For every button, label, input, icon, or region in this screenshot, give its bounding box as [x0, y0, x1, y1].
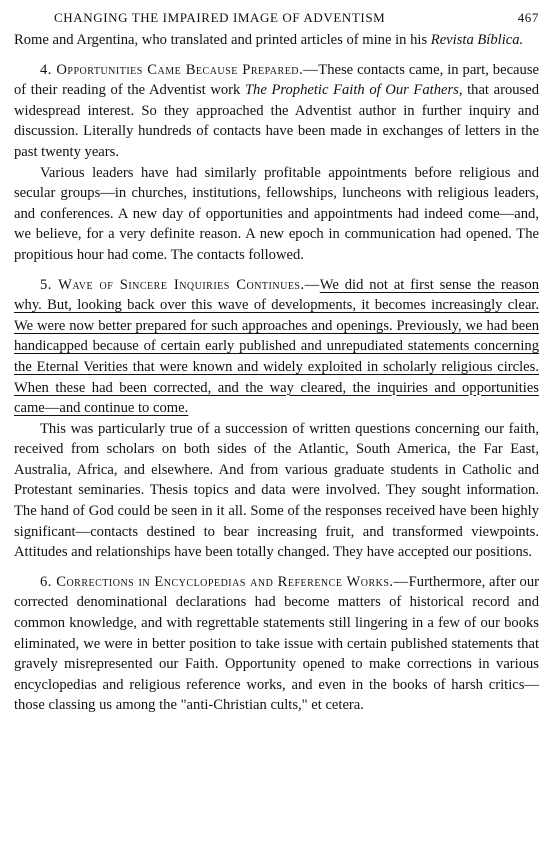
paragraph-text: These contacts came, in part, because of their reading of the Adventist work: [14, 61, 539, 99]
paragraph-text: Rome and Argentina, who translated and printed articles of mine in his: [14, 32, 431, 48]
paragraph-text: Various leaders have had similarly profitable appointments before religious and secular groups—in churches, institutions, fellowships, luncheons with religious leaders, and conferences. A new day of opportunities and appointments had indeed come—and, we believe, for a very definite reason. A new epoch in communication had opened. The propitious hour had come. The contacts followed.: [14, 164, 539, 263]
underlined-passage: We did not at first sense the reason why. But, looking back over this wave of developments, it becomes increasingly clear. We were now better prepared for such approaches and openings. Previously, we had been handicapped because of certain early published and unrepudiated statements concerning the Eternal Verities that were known and widely exploited in scholarly religious circles. When these had been corrected, and the way cleared, the inquiries and opportunities came—and continue to come.: [14, 276, 539, 417]
section-4-paragraph: [14, 60, 539, 163]
section-6-paragraph: [14, 572, 539, 716]
paragraph: [14, 163, 539, 266]
section-6-heading: 6. Corrections in Encyclopedias and Reference Works.—: [40, 573, 409, 590]
running-title: CHANGING THE IMPAIRED IMAGE OF ADVENTISM: [54, 10, 386, 25]
section-4-heading: 4. Opportunities Came Because Prepared.—: [40, 61, 319, 78]
paragraph: [14, 419, 539, 563]
book-page: [14, 0, 539, 716]
book-title: The Prophetic Faith of Our Fathers,: [244, 82, 463, 99]
paragraph-text: that aroused widespread interest. So they approached the Adventist author in further inquiry and discussion. Literally hundreds of contacts have been made in exchanges of letters in the past twenty years.: [14, 82, 539, 160]
running-header: [14, 0, 539, 30]
paragraph-text: This was particularly true of a succession of written questions concerning our faith, received from scholars on both sides of the Atlantic, South America, the Far East, Australia, Africa, and elsewhere. And from various graduate students in Catholic and Protestant seminaries. Thesis topics and data were involved. They sought information. The hand of God could be seen in it all. Some of the responses received have been highly significant—contacts destined to bear increasing fruit, and transformed viewpoints. Attitudes and relationships have been totally changed. They have accepted our positions.: [14, 420, 539, 561]
journal-title: Revista Bíblica.: [430, 32, 524, 48]
section-5-paragraph: [14, 275, 539, 419]
paragraph-continued: [14, 30, 539, 51]
page-body: [14, 30, 539, 716]
paragraph-text: Furthermore, after our corrected denominational declarations had become matters of historical record and common knowledge, and with regrettable statements still lingering in a few of our books eliminated, we were in better position to take issue with certain published statements that gravely misrepresented our Faith. Opportunity opened to make corrections in various encyclopedias and religious reference works, and even in the books of harsh critics—those classing us among the "anti-Christian cults," et cetera.: [14, 573, 540, 714]
section-5-heading: 5. Wave of Sincere Inquiries Continues.—: [40, 276, 320, 293]
page-number: 467: [517, 10, 539, 25]
